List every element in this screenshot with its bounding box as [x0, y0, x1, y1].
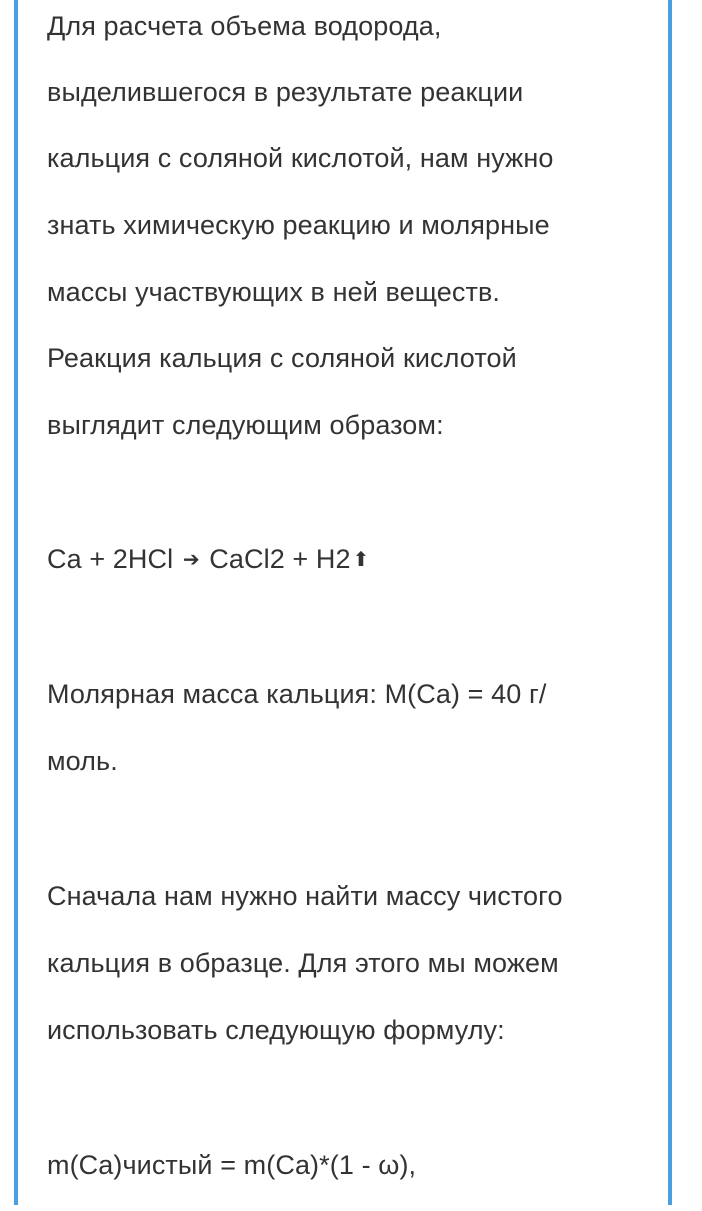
right-arrow-icon: ➔ [182, 549, 200, 571]
text-line: выглядит следующим образом: [47, 410, 444, 440]
text-line: Для расчета объема водорода, [47, 11, 442, 41]
text-line: Реакция кальция с соляной кислотой [47, 343, 517, 373]
chemical-equation [47, 542, 371, 577]
text-line: использовать следующую формулу: [47, 1015, 505, 1045]
formula-line: m(Ca)чистый = m(Ca)*(1 - ω), [47, 1150, 417, 1180]
equation-left: Ca + 2HCl [47, 544, 174, 574]
text-line: знать химическую реакцию и молярные [47, 210, 550, 240]
text-line: выделившегося в результате реакции [47, 77, 524, 107]
text-line: кальция в образце. Для этого мы можем [47, 948, 559, 978]
text-line: Сначала нам нужно найти массу чистого [47, 881, 563, 911]
text-line: Молярная масса кальция: M(Ca) = 40 г/ [47, 679, 547, 709]
equation-right: CaCl2 + H2 [209, 544, 351, 574]
text-line: массы участвующих в ней веществ. [47, 277, 500, 307]
text-line: моль. [47, 746, 118, 776]
text-line: кальция с соляной кислотой, нам нужно [47, 143, 554, 173]
up-arrow-icon: ⬆ [352, 549, 370, 571]
